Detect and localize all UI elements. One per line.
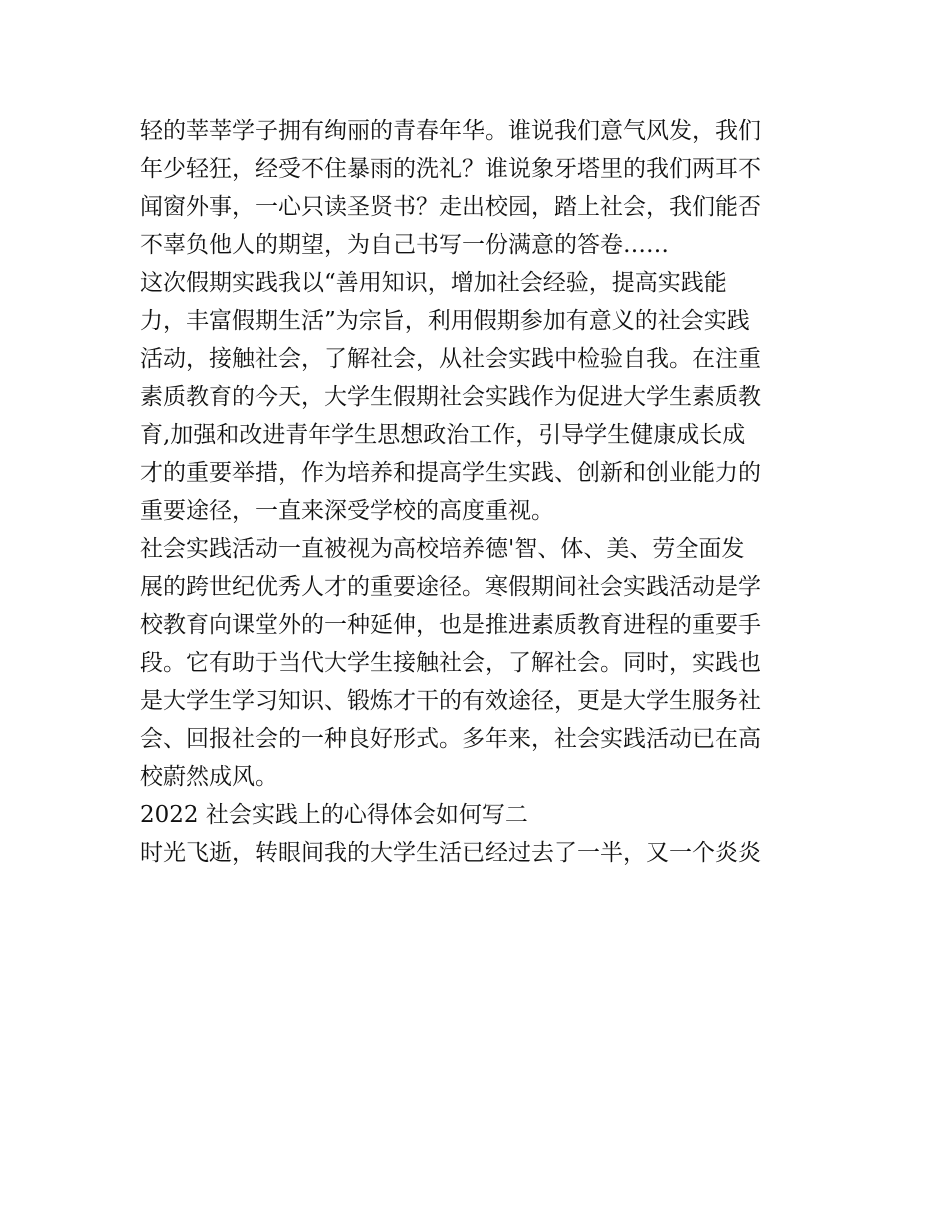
text-line: 社会实践活动一直被视为高校培养德'智、体、美、劳全面发 [140, 536, 745, 562]
section-title: 2022 社会实践上的心得体会如何写二 [140, 802, 528, 828]
text-line: 校蔚然成风。 [140, 764, 278, 790]
text-line: 轻的莘莘学子拥有绚丽的青春年华。谁说我们意气风发，我们 [140, 118, 761, 144]
section-heading [140, 796, 820, 834]
text-line: 校教育向课堂外的一种延伸，也是推进素质教育进程的重要手 [140, 612, 761, 638]
text-line: 活动，接触社会，了解社会，从社会实践中检验自我。在注重 [140, 346, 761, 372]
text-line: 力，丰富假期生活”为宗旨，利用假期参加有意义的社会实践 [140, 308, 750, 334]
text-line: 会、回报社会的一种良好形式。多年来，社会实践活动已在高 [140, 726, 761, 752]
paragraph-1 [140, 112, 820, 264]
text-line: 这次假期实践我以“善用知识，增加社会经验，提高实践能 [140, 270, 727, 296]
text-line: 年少轻狂，经受不住暴雨的洗礼？谁说象牙塔里的我们两耳不 [140, 156, 761, 182]
text-line: 闻窗外事，一心只读圣贤书？走出校园，踏上社会，我们能否 [140, 194, 761, 220]
text-line: 展的跨世纪优秀人才的重要途径。寒假期间社会实践活动是学 [140, 574, 761, 600]
text-line: 素质教育的今天，大学生假期社会实践作为促进大学生素质教 [140, 384, 761, 410]
text-line: 不辜负他人的期望，为自己书写一份满意的答卷…… [140, 232, 669, 258]
paragraph-3 [140, 530, 820, 796]
paragraph-2 [140, 264, 820, 530]
text-line: 育,加强和改进青年学生思想政治工作，引导学生健康成长成 [140, 422, 746, 448]
text-line: 是大学生学习知识、锻炼才干的有效途径，更是大学生服务社 [140, 688, 761, 714]
text-line: 时光飞逝，转眼间我的大学生活已经过去了一半，又一个炎炎 [140, 840, 761, 866]
text-line: 重要途径，一直来深受学校的高度重视。 [140, 498, 554, 524]
text-line: 段。它有助于当代大学生接触社会，了解社会。同时，实践也 [140, 650, 761, 676]
document-body [140, 112, 820, 872]
paragraph-4 [140, 834, 820, 872]
text-line: 才的重要举措，作为培养和提高学生实践、创新和创业能力的 [140, 460, 761, 486]
